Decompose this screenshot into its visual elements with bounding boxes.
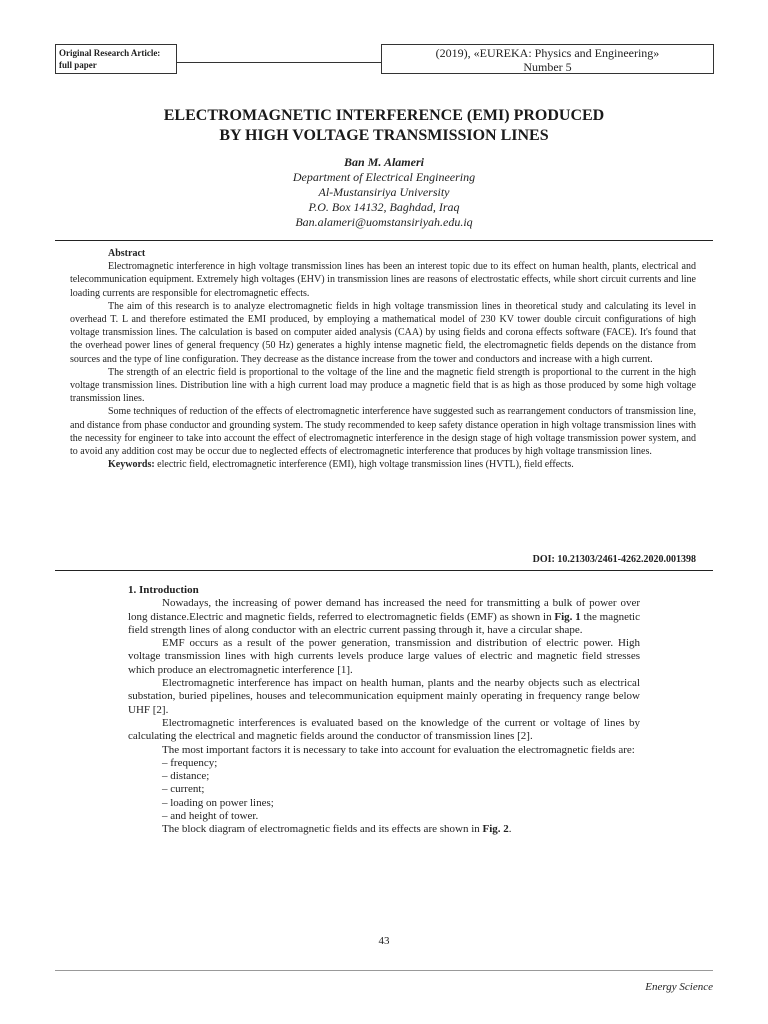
journal-line2: Number 5 (523, 60, 572, 74)
top-rule (55, 240, 713, 241)
p6-text-b: . (508, 823, 512, 836)
body-paragraph: Electromagnetic interferences is evaluated based on the knowledge of the current or voltage of lines by calculating the electrical and magnetic fields around the conductor of transmission lines [2]. (128, 716, 640, 743)
footer-rule (55, 970, 713, 971)
list-item: – distance; (162, 770, 210, 783)
header-connector-line (177, 62, 381, 63)
fig1-ref[interactable]: Fig. 1 (554, 610, 581, 623)
journal-box (381, 44, 714, 74)
section-heading: 1. Introduction (128, 584, 199, 596)
body-paragraph (128, 597, 640, 637)
author-email: Ban.alameri@uomstansiriyah.edu.iq (295, 215, 473, 229)
author-block (55, 155, 713, 230)
body-paragraph: The most important factors it is necessary to take into account for evaluation the electromagnetic fields are: (162, 743, 635, 756)
paper-title (55, 106, 713, 146)
body-paragraph: EMF occurs as a result of the power generation, transmission and distribution of electric power. High voltage transmission lines with high currents levels produce large values of electric and magnetic field stresses which produce an electromagnetic interference [1]. (128, 637, 640, 676)
list-item: – loading on power lines; (162, 796, 274, 809)
keywords (70, 458, 696, 471)
abstract-paragraph: The strength of an electric field is proportional to the voltage of the line and the magnetic field strength is proportional to the current in the high voltage transmission lines. Distribution line with a high current load may produce a magnetic field that is as high as those produced by some high voltage transmission lines. (70, 366, 696, 405)
abstract-heading: Abstract (108, 248, 146, 259)
introduction-section (128, 584, 640, 837)
p6-text-a: The block diagram of electromagnetic fields and its effects are shown in (162, 823, 483, 836)
author-dept: Department of Electrical Engineering (292, 170, 476, 184)
doi-rule (55, 570, 713, 571)
page-number: 43 (378, 935, 390, 947)
keywords-text: electric field, electromagnetic interference (EMI), high voltage transmission lines (HVTL), field effects. (154, 459, 574, 471)
list-item: – frequency; (162, 756, 218, 769)
author-university: Al-Mustansiriya University (318, 185, 450, 199)
body-paragraph: Electromagnetic interference has impact on health human, plants and the nearby objects such as electrical substation, buried pipelines, houses and telecommunication equipment mainly operating in frequency range below UHF [2]. (128, 677, 640, 716)
list-item: – and height of tower. (162, 810, 259, 823)
author-address: P.O. Box 14132, Baghdad, Iraq (308, 200, 460, 214)
footer-section-name: Energy Science (645, 981, 713, 993)
p1-text-b: the magnetic field strength lines of along conductor with an electric current passing through it, have a circular shape. (128, 610, 640, 636)
abstract-paragraph: Electromagnetic interference in high voltage transmission lines has been an interest topic due to its effect on human health, plants, electrical and telecommunication equipment. Extremely high voltages (EHV) in transmission lines are reasons of electrostatic effects, while short circuit currents and line loading currents are responsible for electromagnetic effects. (70, 261, 696, 299)
title-line2: BY HIGH VOLTAGE TRANSMISSION LINES (219, 127, 549, 144)
article-type-line2: full paper (59, 60, 97, 70)
article-type-line1: Original Research Article: (59, 48, 161, 58)
abstract-paragraph: The aim of this research is to analyze electromagnetic fields in high voltage transmission lines in theoretical study and calculating its level in overhead T. L and therefore estimated the EMI produced, by employing a mathematical model of 230 KV tower double circuit configurations of high voltage transmission lines. The calculation is based on computer aided analysis (CAA) by using fields and corona effects software (FACE). It's found that the overhead power lines of general frequency (50 Hz) generates a highly intense magnetic field, the electromagnetic fields depends on the distance from sources and the type of line configuration. They decrease as the distance increase from the tower and conductors and increase with a high current. (70, 300, 696, 365)
fig2-ref[interactable]: Fig. 2 (482, 823, 509, 836)
article-type-box (55, 44, 177, 74)
abstract-paragraph: Some techniques of reduction of the effects of electromagnetic interference have suggested such as rearrangement conductors of transmission line, and distance from phase conductor and grounding system. The study recommended to keep safety distance operation in high voltage transmission lines with the necessity for engineer to take into account the effect of electromagnetic interference in the design stage of high voltage transmission power system, and to avoid any addition cost may be occur due to neglected effects of electromagnetic interference that produces by high voltage transmission lines. (70, 406, 696, 458)
journal-line1: (2019), «EUREKA: Physics and Engineering» (435, 46, 660, 60)
title-line1: ELECTROMAGNETIC INTERFERENCE (EMI) PRODUCED (163, 107, 605, 124)
list-item: – current; (162, 783, 205, 796)
keywords-label: Keywords: (108, 459, 155, 471)
abstract (70, 247, 696, 471)
body-paragraph (128, 823, 640, 836)
p1-text-a: Nowadays, the increasing of power demand has increased the need for transmitting a bulk of power over long distance.Electric and magnetic fields, referred to electromagnetic fields (EMF) as shown in (128, 597, 640, 623)
doi[interactable]: DOI: 10.21303/2461-4262.2020.001398 (532, 554, 696, 565)
author-name: Ban M. Alameri (344, 155, 424, 169)
